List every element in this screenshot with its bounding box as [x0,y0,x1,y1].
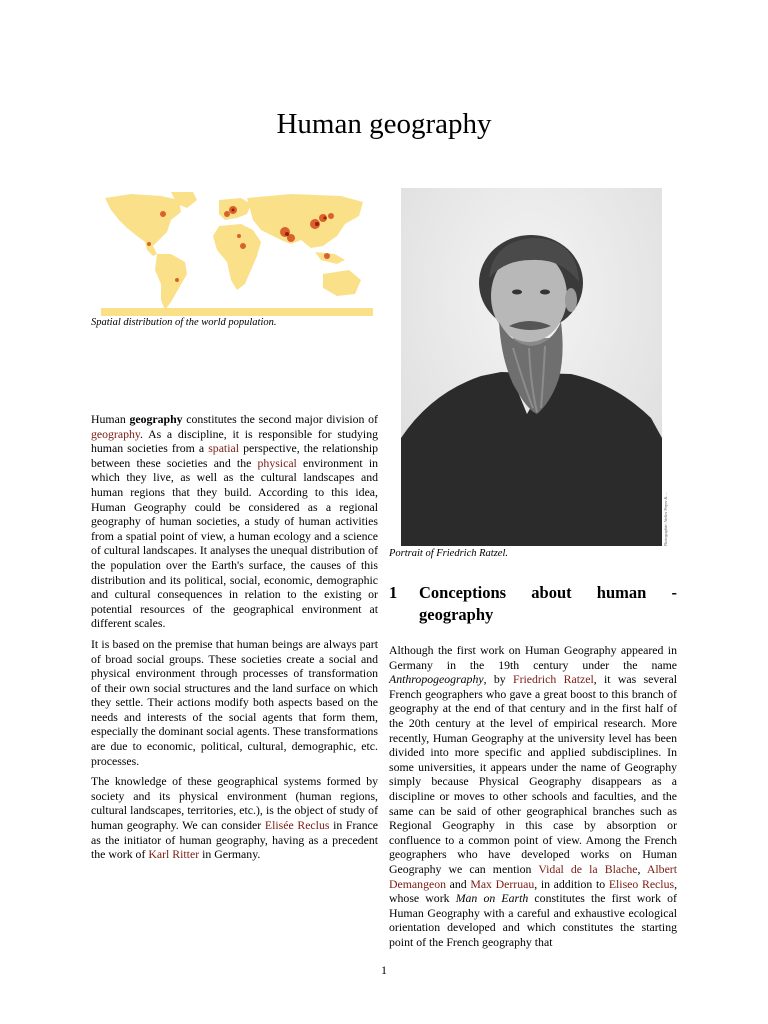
section-title: Conceptions about human - geography [419,583,677,624]
paragraph-social-groups: It is based on the premise that human beings are always part of broad social groups. These societies create a social and physical environment through processes of transformation of their own social structures and the land surface on which they settle. Their actions modify both aspects based on the needs and interests of the social agents that form them, especially the dominant social agents. These transformations are due to economic, political, cultural, demographic, etc. processes. [91,636,378,768]
map-landmasses [101,192,373,316]
world-population-map [101,190,373,316]
page-title: Human geography [276,108,492,140]
paragraph-conceptions: Although the first work on Human Geography appeared in Germany in the 19th century under the name Anthropogeography, by Friedrich Ratzel, it was several French geographers who gave a great boost to this branch of geography at the end of that century and in the first half of the 20th century at the level of empirical research. More recently, Human Geography at the university level has been divided into more specific and applied subdisciplines. In some universities, it appears under the name of Geography simply because Physical Geography disappears as a discipline or moves to other schools and faculties, and the same can be said of other geographical branches such as Regional Geography in this case by absorption or confluence to a common point of view. Among the French geographers who have developed works on Human Geography we can mention Vidal de la Blache, Albert Demangeon and Max Derruau, in addition to Eliseo Reclus, whose work Man on Earth constitutes the first work of Human Geography with a careful and exhaustive ecological orientation developed and which constitutes the starting point of the French geography that [389,643,678,949]
photo-credit: Photographie: Atelier Pieper & ... [663,492,668,546]
link-karl-ritter[interactable]: Karl Ritter [148,847,200,862]
photo-caption: Portrait of Friedrich Ratzel. [389,548,508,559]
link-albert-demangeon[interactable]: Albert Demangeon [389,861,678,891]
page-number: 1 [381,963,387,977]
left-column [91,412,378,868]
right-column [389,643,677,955]
link-spatial[interactable]: spatial [208,441,239,456]
link-friedrich-ratzel[interactable]: Friedrich Ratzel [513,672,594,687]
paragraph-knowledge: The knowledge of these geographical systems formed by society and its physical environment (human regions, cultural landscapes, territories, etc.), is the object of study of human geography. We can consider Elisée Reclus in France as the initiator of human geography, having as a precedent the work of Karl Ritter in Germany. [91,774,378,862]
portrait-ratzel-photo [401,188,662,546]
link-elisee-reclus[interactable]: Elisée Reclus [264,818,330,833]
link-max-derruau[interactable]: Max Derruau [470,876,535,891]
section-heading [389,582,677,626]
section-number: 1 [389,583,398,602]
link-eliseo-reclus[interactable]: Eliseo Reclus [608,876,675,891]
map-caption: Spatial distribution of the world population. [91,317,277,328]
link-physical[interactable]: physical [257,455,297,470]
link-vidal-de-la-blache[interactable]: Vidal de la Blache [538,861,638,876]
paragraph-intro: Human geography constitutes the second major division of geography. As a discipline, it is responsible for studying human societies from a spatial perspective, the relationship between these societies and the physical environment in which they live, as well as the cultural landscapes and human regions that they build. According to this idea, Human Geography could be considered as a regional geography of human societies, a study of human activities from a spatial point of view, a human ecology and a science of cultural landscapes. It analyses the unequal distribution of the population over the Earth's surface, the causes of this distribution and its political, social, economic, demographic and cultural consequences in relation to the existing or potential resources of the geographical environment at different scales. [91,412,379,631]
link-geography[interactable]: geography [91,426,141,441]
